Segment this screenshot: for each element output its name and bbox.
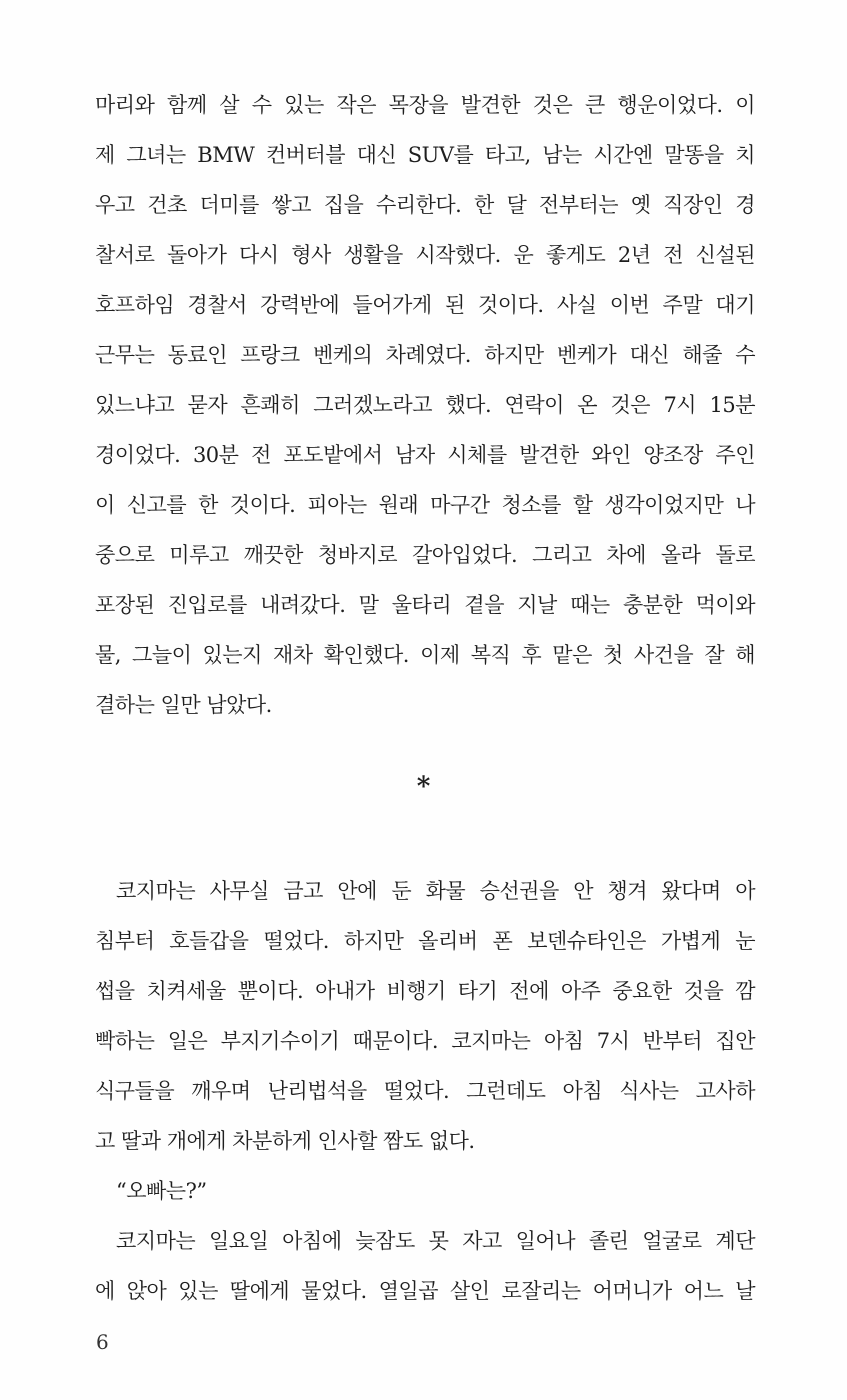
text-line: 경이었다. 30분 전 포도밭에서 남자 시체를 발견한 와인 양조장 주인 (95, 443, 755, 467)
text-line: 썹을 치켜세울 뿐이다. 아내가 비행기 타기 전에 아주 중요한 것을 깜 (95, 979, 755, 1003)
text-line: 찰서로 돌아가 다시 형사 생활을 시작했다. 운 좋게도 2년 전 신설된 (95, 243, 755, 267)
text-line: 물, 그늘이 있는지 재차 확인했다. 이제 복직 후 맡은 첫 사건을 잘 해 (95, 643, 755, 667)
paragraph-section-2 (95, 866, 755, 1316)
text-line: 우고 건초 더미를 쌓고 집을 수리한다. 한 달 전부터는 옛 직장인 경 (95, 193, 755, 217)
dialogue-line: “오빠는?” (116, 1179, 207, 1203)
text-line: 코지마는 사무실 금고 안에 둔 화물 승선권을 안 챙겨 왔다며 아 (116, 879, 755, 903)
text-line: 제 그녀는 BMW 컨버터블 대신 SUV를 타고, 남는 시간엔 말똥을 치 (95, 143, 755, 167)
section-separator-asterisk: * (416, 772, 431, 802)
text-line: 결하는 일만 남았다. (95, 693, 272, 717)
text-line: 침부터 호들갑을 떨었다. 하지만 올리버 폰 보덴슈타인은 가볍게 눈 (95, 929, 755, 953)
text-line: 호프하임 경찰서 강력반에 들어가게 된 것이다. 사실 이번 주말 대기 (95, 293, 755, 317)
text-line: 식구들을 깨우며 난리법석을 떨었다. 그런데도 아침 식사는 고사하 (95, 1079, 755, 1103)
text-line: 포장된 진입로를 내려갔다. 말 울타리 곁을 지날 때는 충분한 먹이와 (95, 593, 755, 617)
text-line: 근무는 동료인 프랑크 벤케의 차례였다. 하지만 벤케가 대신 해줄 수 (95, 343, 755, 367)
text-line: 고 딸과 개에게 차분하게 인사할 짬도 없다. (95, 1129, 475, 1153)
text-line: 빡하는 일은 부지기수이기 때문이다. 코지마는 아침 7시 반부터 집안 (95, 1029, 755, 1053)
text-line: 있느냐고 묻자 흔쾌히 그러겠노라고 했다. 연락이 온 것은 7시 15분 (95, 393, 755, 417)
page-number: 6 (96, 1330, 109, 1354)
text-line: 코지마는 일요일 아침에 늦잠도 못 자고 일어나 졸린 얼굴로 계단 (116, 1229, 755, 1253)
text-line: 에 앉아 있는 딸에게 물었다. 열일곱 살인 로잘리는 어머니가 어느 날 (95, 1279, 755, 1303)
text-line: 마리와 함께 살 수 있는 작은 목장을 발견한 것은 큰 행운이었다. 이 (95, 93, 755, 117)
paragraph-section-1 (95, 80, 755, 730)
text-line: 이 신고를 한 것이다. 피아는 원래 마구간 청소를 할 생각이었지만 나 (95, 493, 755, 517)
text-line: 중으로 미루고 깨끗한 청바지로 갈아입었다. 그리고 차에 올라 돌로 (95, 543, 755, 567)
